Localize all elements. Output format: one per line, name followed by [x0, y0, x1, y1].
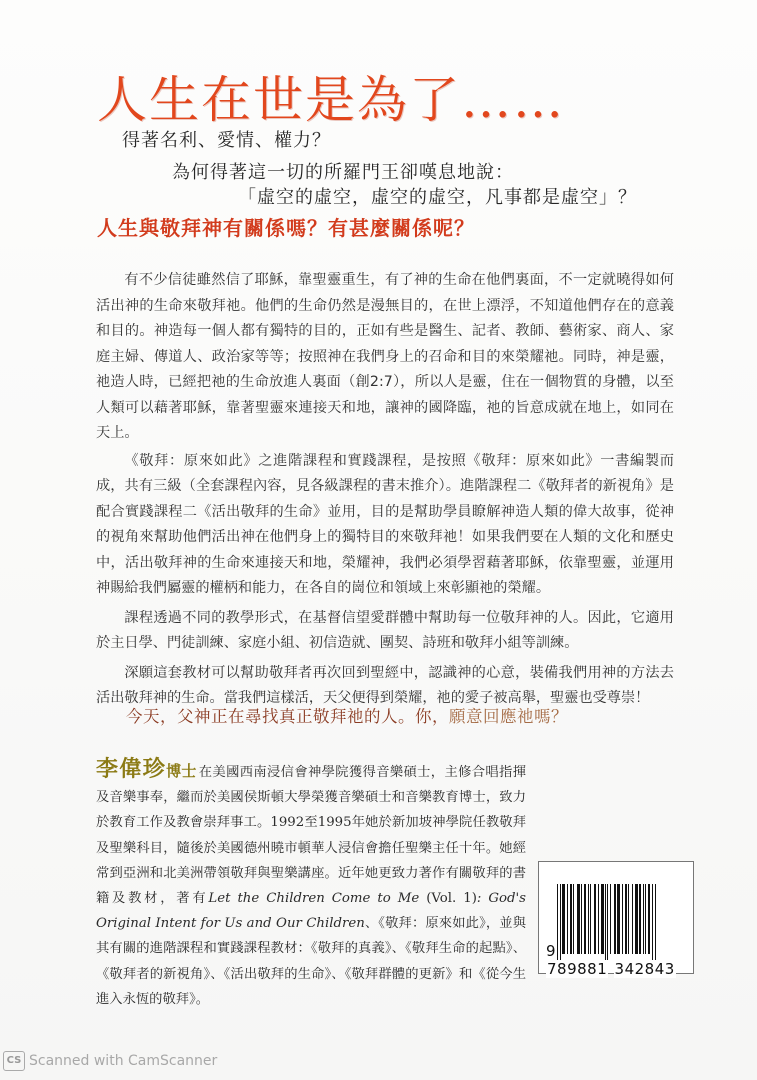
author-title: 博士: [166, 762, 197, 780]
bio-text-b: 、《敬拜：原來如此》，並與其有關的進階課程和實踐課程教材：《敬拜的真義》、《敬拜生命的起點》、《敬拜者的新視角》、《活出敬拜的生命》、《敬拜群體的更新》和《從今生進入永恆的敬拜》。: [96, 916, 526, 1007]
author-name: 李偉珍: [96, 757, 167, 782]
isbn-digits: [546, 942, 690, 978]
book-volume: (Vol. 1): [419, 891, 477, 907]
isbn-group-1: 789881: [547, 960, 608, 978]
paragraph-4: 深願這套教材可以幫助敬拜者再次回到聖經中，認識神的心意，裝備我們用神的方法去活出敬拜神的生命。當我們這樣活，天父便得到榮耀，祂的愛子被高舉，聖靈也受尊崇！: [96, 664, 674, 706]
closing-part-2: 願意回應祂嗎？: [449, 707, 568, 726]
question-line-1: 得著名利、愛情、權力？: [122, 130, 331, 151]
isbn-lead-digit: 9: [546, 942, 557, 960]
book-title-en: Let the Children Come to Me: [208, 891, 420, 907]
camscanner-logo-icon: CS: [3, 1051, 25, 1071]
bio-text-a: 在美國西南浸信會神學院獲得音樂碩士，主修合唱指揮及音樂事奉，繼而於美國侯斯頓大學榮獲音樂碩士和音樂教育博士，致力於教育工作及教會崇拜事工。1992至1995年她於新加坡神學院任教敬拜及聖樂科目，隨後於美國德州曉市頓華人浸信會擔任聖樂主任十年。她經常到亞洲和北美洲帶領敬拜與聖樂講座。近年她更致力著作有關敬拜的書籍及教材，著有: [96, 765, 526, 907]
subheading: 人生與敬拜神有關係嗎？有甚麼關係呢？: [97, 216, 475, 240]
paragraph-2: 《敬拜：原來如此》之進階課程和實踐課程，是按照《敬拜：原來如此》一書編製而成，共有三級（全套課程內容，見各級課程的書末推介）。進階課程二《敬拜者的新視角》是配合實踐課程二《活出敬拜的生命》並用，目的是幫助學員瞭解神造人類的偉大故事，從神的視角來幫助他們活出神在他們身上的獨特目的來敬拜祂！如果我們要在人類的文化和歷史中，活出敬拜神的生命來連接天和地，榮耀神，我們必須學習藉著耶穌，依靠聖靈，並運用神賜給我們屬靈的權柄和能力，在各自的崗位和領域上來彰顯祂的榮耀。: [96, 452, 674, 596]
watermark-text: Scanned with CamScanner: [29, 1053, 218, 1069]
isbn-barcode: [538, 861, 694, 978]
paragraph-1: 有不少信徒雖然信了耶穌，靠聖靈重生，有了神的生命在他們裏面，不一定就曉得如何活出神的生命來敬拜祂。他們的生命仍然是漫無目的，在世上漂浮，不知道他們存在的意義和目的。神造每一個人都有獨特的目的，正如有些是醫生、記者、教師、藝術家、商人、家庭主婦、傳道人、政治家等等；按照神在我們身上的召命和目的來榮耀祂。同時，神是靈，祂造人時，已經把祂的生命放進人裏面（創2:7），所以人是靈，住在一個物質的身體，以至人類可以藉著耶穌，靠著聖靈來連接天和地，讓神的國降臨，祂的旨意成就在地上，如同在天上。: [96, 272, 674, 441]
isbn-group-2: 342843: [614, 960, 675, 978]
closing-part-1: 今天，父神正在尋找真正敬拜祂的人。你，: [126, 707, 449, 726]
paragraph-3: 課程透過不同的教學形式，在基督信望愛群體中幫助每一位敬拜神的人。因此，它適用於主日學、門徒訓練、家庭小組、初信造就、團契、詩班和敬拜小組等訓練。: [96, 609, 674, 651]
camscanner-watermark: [3, 1051, 217, 1071]
question-line-3: 「虛空的虛空，虛空的虛空，凡事都是虛空」？: [238, 187, 637, 208]
book-subtitle-en: : God's Original Intent for Us and Our Children: [96, 891, 527, 932]
closing-call: [126, 705, 568, 729]
headline: 人生在世是為了……: [97, 71, 565, 129]
author-bio: [96, 757, 526, 1012]
question-line-2: 為何得著這一切的所羅門王卻嘆息地說：: [172, 162, 514, 183]
description-body: [96, 268, 674, 716]
